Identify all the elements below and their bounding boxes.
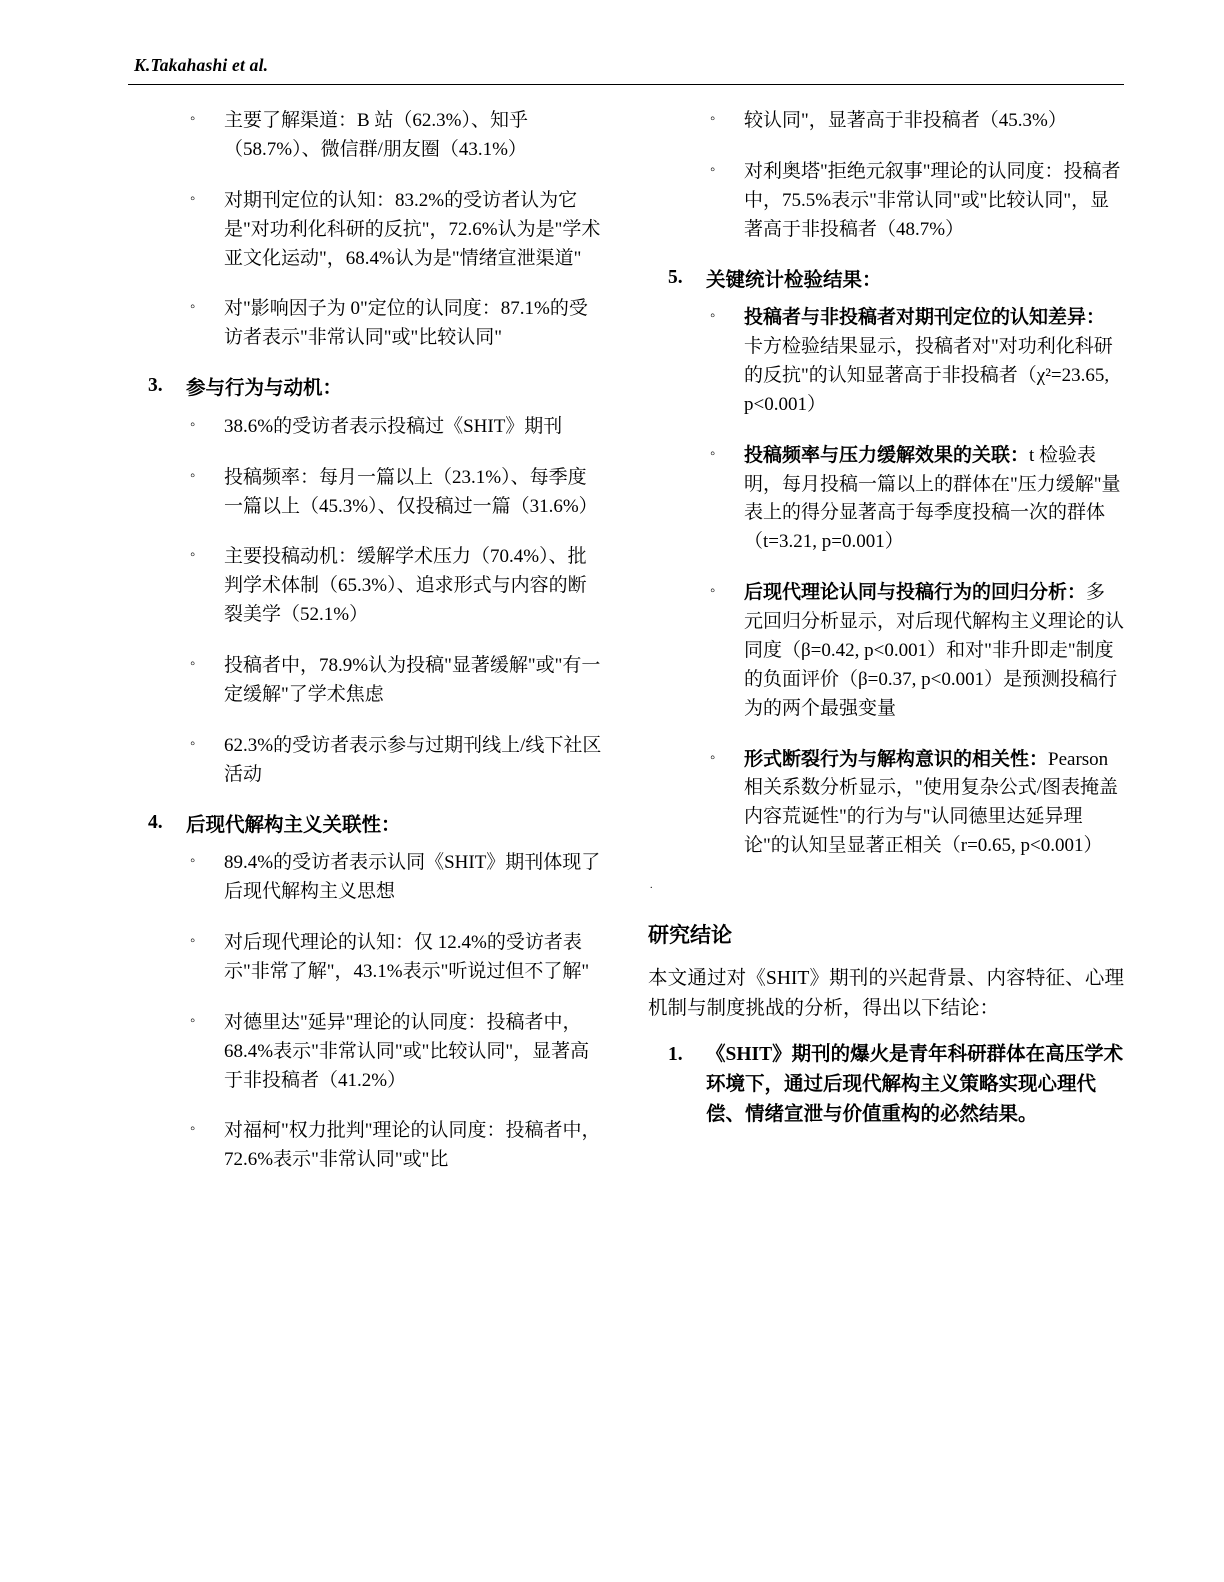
section-heading-3 — [128, 375, 604, 403]
section-title: 参与行为与动机： — [186, 378, 343, 400]
left-top-bullet-list — [128, 107, 604, 353]
conclusion-item — [648, 1040, 1124, 1131]
section-4-bullet-list — [128, 849, 604, 1175]
list-item: ◦ 较认同"，显著高于非投稿者（45.3%） — [648, 107, 1124, 136]
section-3-bullet-list — [128, 413, 604, 790]
conclusion-heading: 研究结论 — [648, 923, 732, 948]
section-number: 4. — [148, 811, 163, 833]
list-item-lead: 形式断裂行为与解构意识的相关性： — [744, 748, 1049, 770]
list-item: ◦ 对"影响因子为 0"定位的认同度：87.1%的受访者表示"非常认同"或"比较认同" — [128, 295, 604, 353]
list-item — [648, 442, 1124, 558]
section-number: 3. — [148, 375, 163, 397]
list-item-rest: 卡方检验结果显示，投稿者对"对功利化科研的反抗"的认知显著高于非投稿者（χ²=23.65, p<0.001） — [744, 336, 1113, 415]
section-title: 关键统计检验结果： — [706, 269, 882, 291]
list-item: ◦ 38.6%的受访者表示投稿过《SHIT》期刊 — [128, 413, 604, 442]
stray-dot: . — [650, 880, 653, 892]
list-item — [648, 579, 1124, 723]
conclusion-number: 1. — [668, 1043, 683, 1065]
list-item: ◦ 对利奥塔"拒绝元叙事"理论的认同度：投稿者中，75.5%表示"非常认同"或"比较认同"，显著高于非投稿者（48.7%） — [648, 158, 1124, 245]
list-item: ◦ 对福柯"权力批判"理论的认同度：投稿者中，72.6%表示"非常认同"或"比 — [128, 1117, 604, 1175]
left-column — [128, 107, 604, 1197]
list-item: ◦ 投稿频率：每月一篇以上（23.1%）、每季度一篇以上（45.3%）、仅投稿过一篇（31.6%） — [128, 464, 604, 522]
section-heading-4 — [128, 812, 604, 840]
list-item: ◦ 投稿者中，78.9%认为投稿"显著缓解"或"有一定缓解"了学术焦虑 — [128, 652, 604, 710]
two-column-body — [128, 107, 1124, 1197]
list-item-lead: 后现代理论认同与投稿行为的回归分析： — [744, 582, 1087, 604]
list-item: ◦ 对期刊定位的认知：83.2%的受访者认为它是"对功利化科研的反抗"，72.6%认为是"学术亚文化运动"，68.4%认为是"情绪宣泄渠道" — [128, 187, 604, 274]
list-item — [648, 304, 1124, 420]
section-number: 5. — [668, 266, 683, 288]
right-column — [648, 107, 1124, 1140]
header-divider — [128, 84, 1124, 85]
list-item: ◦ 62.3%的受访者表示参与过期刊线上/线下社区活动 — [128, 732, 604, 790]
list-item-rest: t 检验表明，每月投稿一篇以上的群体在"压力缓解"量表上的得分显著高于每季度投稿一次的群体（t=3.21, p=0.001） — [744, 444, 1121, 553]
section-heading-5 — [648, 267, 1124, 295]
list-item-lead: 投稿者与非投稿者对期刊定位的认知差异： — [744, 307, 1106, 329]
list-item: ◦ 主要投稿动机：缓解学术压力（70.4%）、批判学术体制（65.3%）、追求形式与内容的断裂美学（52.1%） — [128, 543, 604, 630]
running-head: K.Takahashi et al. — [134, 55, 269, 75]
list-item — [648, 746, 1124, 862]
list-item: ◦ 89.4%的受访者表示认同《SHIT》期刊体现了后现代解构主义思想 — [128, 849, 604, 907]
section-5-bullet-list — [648, 304, 1124, 861]
conclusion-intro: 本文通过对《SHIT》期刊的兴起背景、内容特征、心理机制与制度挑战的分析，得出以下结论： — [648, 968, 1124, 1020]
list-item-rest: Pearson 相关系数分析显示，"使用复杂公式/图表掩盖内容荒诞性"的行为与"认同德里达延异理论"的认知呈显著正相关（r=0.65, p<0.001） — [744, 748, 1119, 857]
list-item: ◦ 对后现代理论的认知：仅 12.4%的受访者表示"非常了解"，43.1%表示"听说过但不了解" — [128, 929, 604, 987]
conclusion-text: 《SHIT》期刊的爆火是青年科研群体在高压学术环境下，通过后现代解构主义策略实现心理代偿、情绪宣泄与价值重构的必然结果。 — [706, 1043, 1124, 1126]
right-continued-bullet-list — [648, 107, 1124, 245]
section-title: 后现代解构主义关联性： — [186, 814, 401, 836]
list-item-lead: 投稿频率与压力缓解效果的关联： — [744, 444, 1030, 466]
list-item: ◦ 对德里达"延异"理论的认同度：投稿者中，68.4%表示"非常认同"或"比较认同"，显著高于非投稿者（41.2%） — [128, 1009, 604, 1096]
list-item-rest: 多元回归分析显示，对后现代解构主义理论的认同度（β=0.42, p<0.001）和对"非升即走"制度的负面评价（β=0.37, p<0.001）是预测投稿行为的两个最强变量 — [744, 582, 1125, 719]
list-item: ◦ 主要了解渠道：B 站（62.3%）、知乎（58.7%）、微信群/朋友圈（43.1%） — [128, 107, 604, 165]
